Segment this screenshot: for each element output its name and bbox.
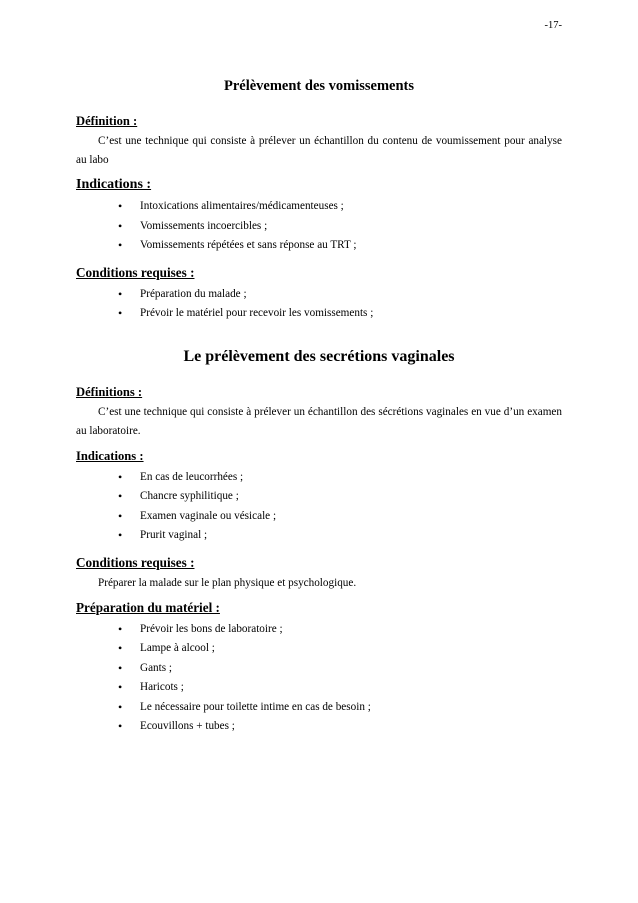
list-item-text: Gants ;: [140, 661, 173, 674]
list-item-text: Préparation du malade ;: [140, 287, 247, 300]
list-item-text: Lampe à alcool ;: [140, 642, 215, 654]
bullet-icon: •: [118, 199, 123, 213]
list-item: [118, 639, 562, 659]
list-item: [118, 285, 562, 305]
materiel-heading: Préparation du matériel :: [76, 599, 220, 615]
bullet-icon: •: [118, 621, 123, 636]
list-item-text: En cas de leucorrhées ;: [140, 470, 244, 483]
conditions-heading: Conditions requises :: [76, 264, 195, 280]
conditions-paragraph: Préparer la malade sur le plan physique et psychologique.: [98, 576, 357, 589]
list-item-text: Prévoir les bons de laboratoire ;: [140, 622, 283, 635]
page-number: -17-: [544, 20, 562, 31]
definitions-heading: Définitions :: [76, 384, 143, 399]
definitions-paragraph: C’est une technique qui consiste à prélever un échantillon des sécrétions vaginales en vue d’un examen au laboratoire.: [76, 405, 562, 437]
materiel-list: [76, 620, 562, 737]
list-item: [118, 197, 562, 217]
list-item-text: Vomissements répétées et sans réponse au TRT ;: [140, 239, 357, 251]
bullet-icon: •: [118, 238, 123, 252]
list-item: [118, 526, 562, 546]
bullet-icon: •: [118, 286, 123, 301]
list-item: [118, 468, 562, 488]
list-item-text: Haricots ;: [140, 681, 184, 693]
list-item: [118, 487, 562, 507]
bullet-icon: •: [118, 469, 123, 484]
indications-list: [76, 197, 562, 256]
list-item: [118, 304, 562, 324]
bullet-icon: •: [118, 680, 123, 694]
list-item: [118, 659, 562, 679]
definition-paragraph: C’est une technique qui consiste à prélever un échantillon du contenu de voumissement pour analyse au labo: [76, 135, 562, 166]
list-item: [118, 236, 562, 256]
list-item-text: Chancre syphilitique ;: [140, 490, 239, 502]
indications-heading-2: Indications :: [76, 448, 144, 463]
page-content: [76, 78, 562, 745]
conditions-heading-2: Conditions requises :: [76, 554, 195, 570]
bullet-icon: •: [118, 719, 123, 733]
list-item: [118, 698, 562, 718]
list-item: [118, 620, 562, 640]
bullet-icon: •: [118, 508, 123, 523]
list-item: [118, 717, 562, 737]
indications-heading: Indications :: [76, 177, 152, 192]
bullet-icon: •: [118, 218, 123, 233]
bullet-icon: •: [118, 528, 123, 542]
list-item-text: Vomissements incoercibles ;: [140, 219, 268, 232]
list-item-text: Ecouvillons + tubes ;: [140, 720, 235, 732]
list-item-text: Prévoir le matériel pour recevoir les vomissements ;: [140, 307, 374, 319]
list-item-text: Examen vaginale ou vésicale ;: [140, 509, 277, 522]
list-item-text: Intoxications alimentaires/médicamenteuses ;: [140, 200, 344, 212]
bullet-icon: •: [118, 489, 123, 503]
section-title-vomissements: Prélèvement des vomissements: [223, 78, 415, 94]
definition-heading: Définition :: [76, 114, 138, 128]
list-item: [118, 678, 562, 698]
list-item-text: Le nécessaire pour toilette intime en cas de besoin ;: [140, 700, 371, 713]
bullet-icon: •: [118, 306, 123, 320]
section-title-secretions-vaginales: Le prélèvement des secrétions vaginales: [183, 347, 455, 365]
bullet-icon: •: [118, 641, 123, 655]
bullet-icon: •: [118, 660, 123, 675]
list-item: [118, 507, 562, 527]
conditions-list: [76, 285, 562, 324]
list-item-text: Prurit vaginal ;: [140, 529, 208, 541]
bullet-icon: •: [118, 699, 123, 714]
indications-list-2: [76, 468, 562, 546]
list-item: [118, 217, 562, 237]
